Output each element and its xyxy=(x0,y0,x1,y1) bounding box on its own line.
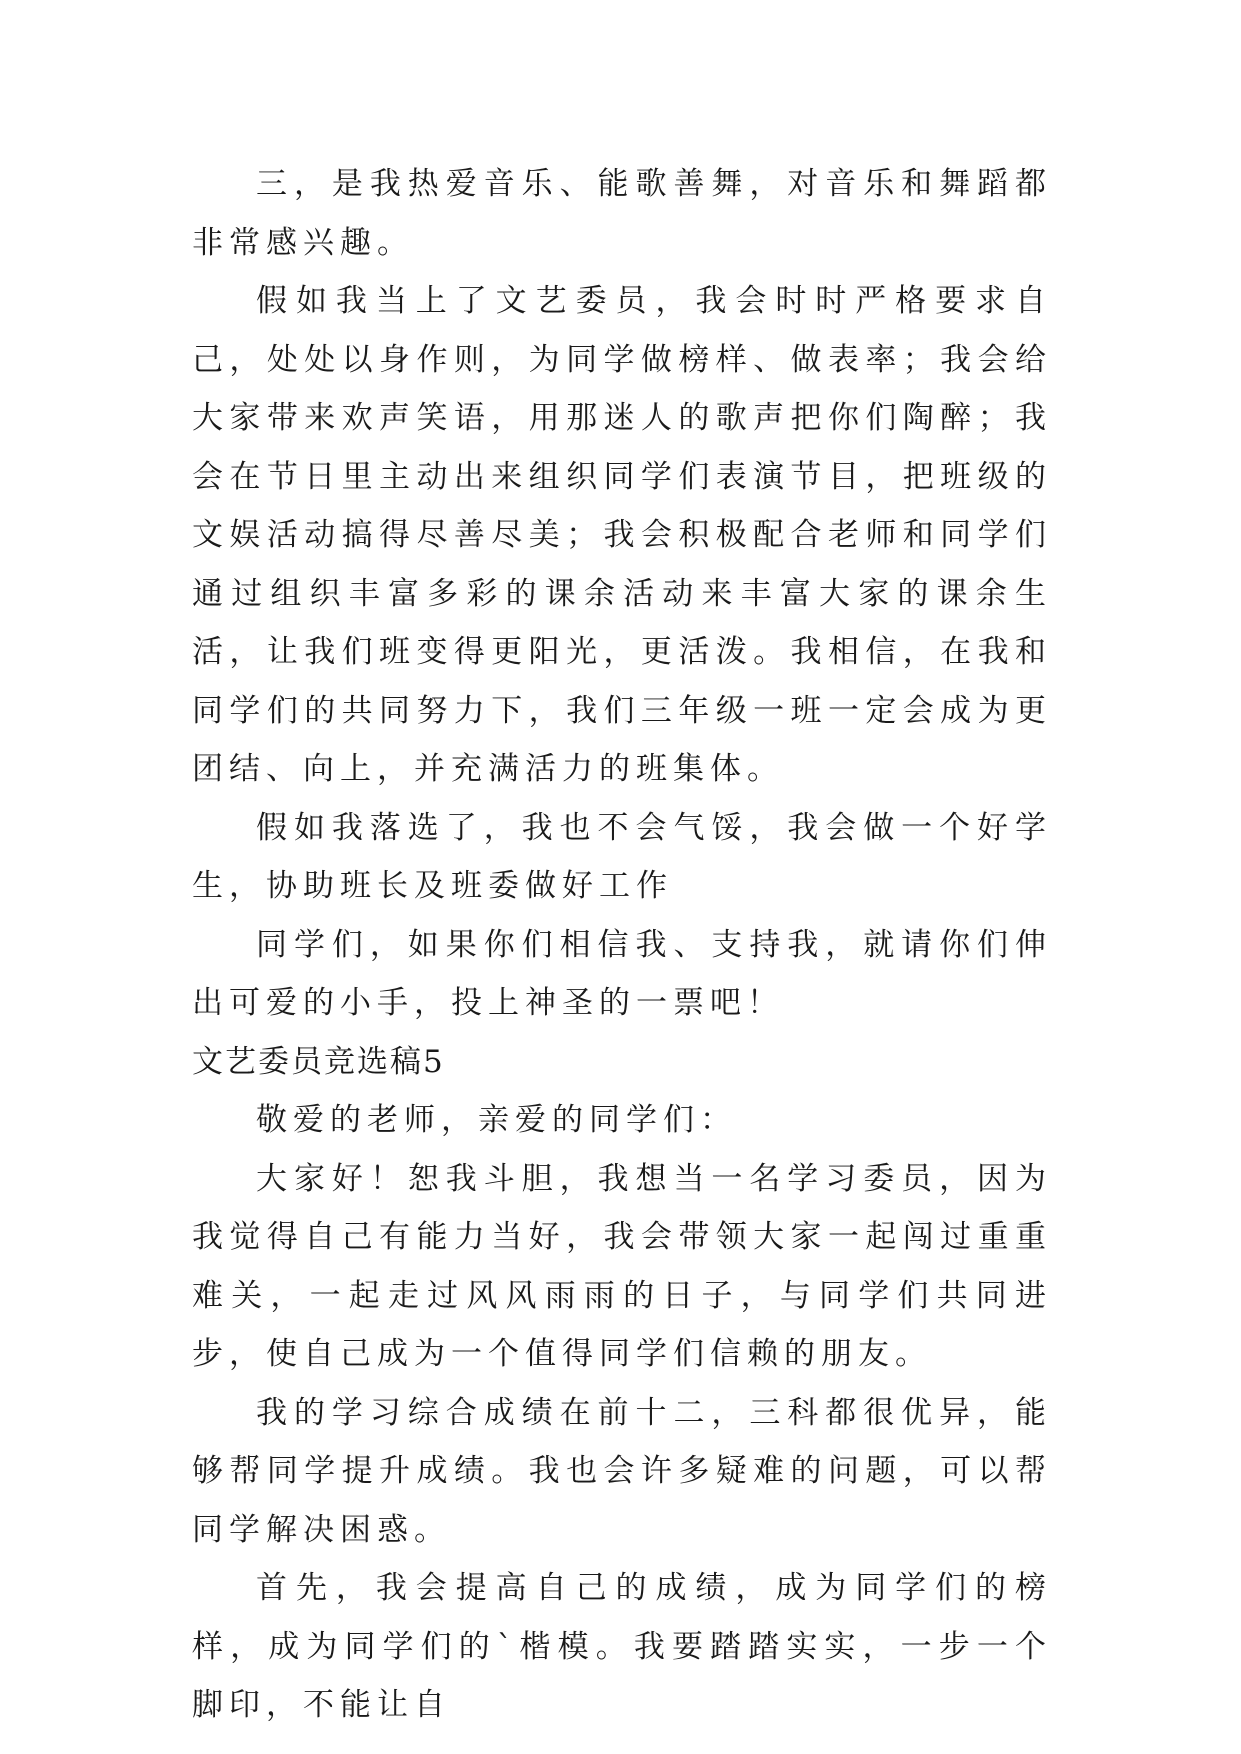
paragraph-introduction: 大家好！恕我斗胆，我想当一名学习委员，因为我觉得自己有能力当好，我会带领大家一起闯过重重难关，一起走过风风雨雨的日子，与同学们共同进步，使自己成为一个值得同学们信赖的朋友。 xyxy=(192,1160,1052,1372)
document-body xyxy=(192,155,1052,1735)
paragraph-first-plan: 首先，我会提高自己的成绩，成为同学们的榜样，成为同学们的`楷模。我要踏踏实实，一步一个脚印，不能让自 xyxy=(192,1570,1052,1723)
paragraph-if-not-elected: 假如我落选了，我也不会气馁，我会做一个好学生，协助班长及班委做好工作 xyxy=(192,809,1052,904)
section-heading: 文艺委员竞选稿5 xyxy=(192,1043,445,1080)
paragraph-vote-appeal: 同学们，如果你们相信我、支持我，就请你们伸出可爱的小手，投上神圣的一票吧！ xyxy=(192,926,1052,1021)
paragraph-greeting: 敬爱的老师，亲爱的同学们： xyxy=(256,1102,737,1138)
paragraph-grades: 我的学习综合成绩在前十二，三科都很优异，能够帮同学提升成绩。我也会许多疑难的问题，可以帮同学解决困惑。 xyxy=(192,1394,1052,1548)
paragraph-interest: 三，是我热爱音乐、能歌善舞，对音乐和舞蹈都非常感兴趣。 xyxy=(192,166,1052,261)
paragraph-if-elected: 假如我当上了文艺委员，我会时时严格要求自己，处处以身作则，为同学做榜样、做表率；我会给大家带来欢声笑语，用那迷人的歌声把你们陶醉；我会在节日里主动出来组织同学们表演节目，把班级的文娱活动搞得尽善尽美；我会积极配合老师和同学们通过组织丰富多彩的课余活动来丰富大家的课余生活，让我们班变得更阳光，更活泼。我相信，在我和同学们的共同努力下，我们三年级一班一定会成为更团结、向上，并充满活力的班集体。 xyxy=(192,283,1052,787)
